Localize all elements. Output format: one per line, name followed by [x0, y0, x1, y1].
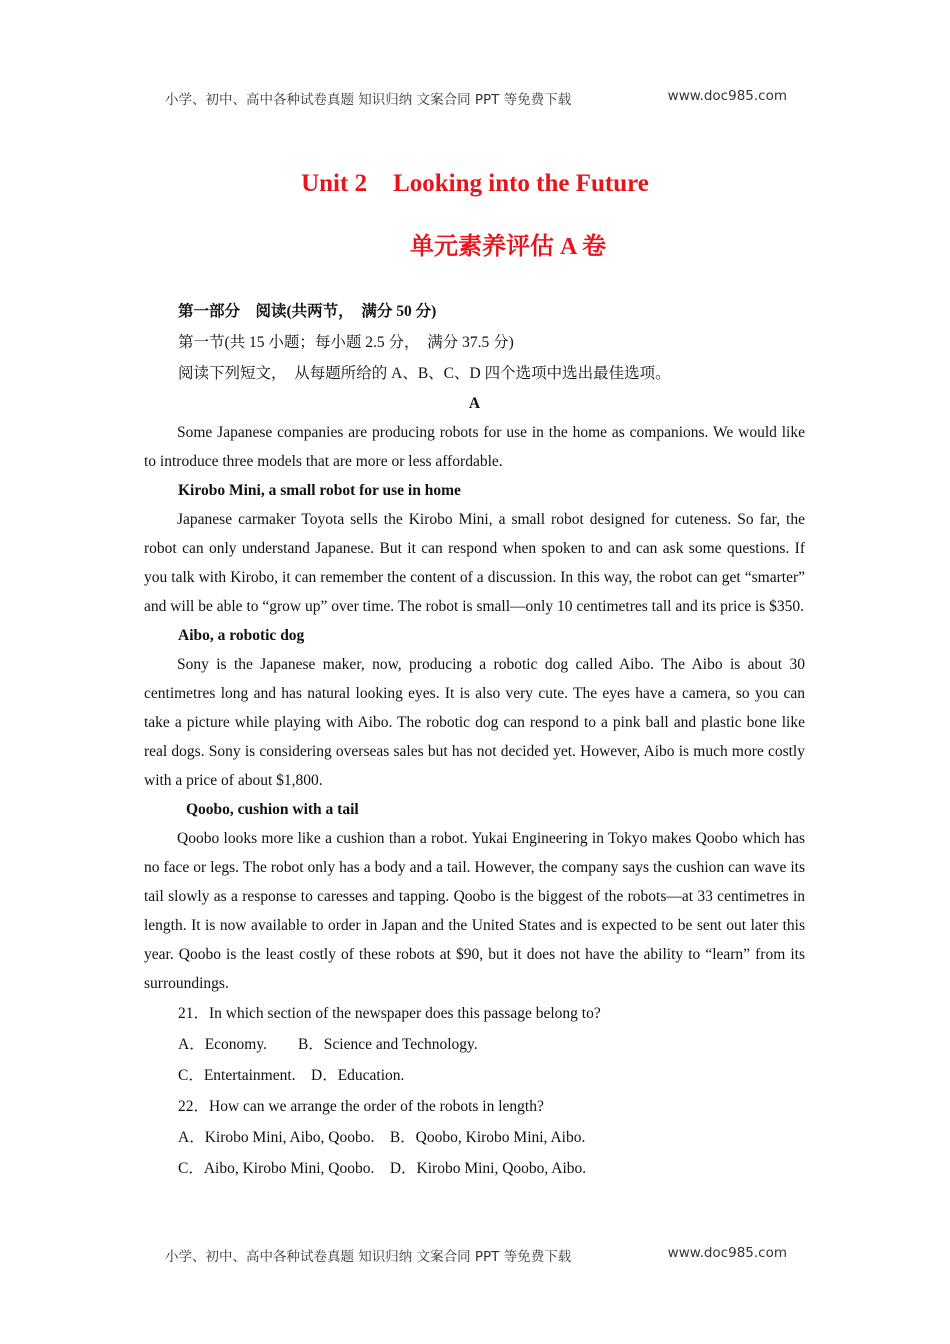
instruction: 阅读下列短文， 从每题所给的 A、B、C、D 四个选项中选出最佳选项。: [178, 365, 671, 382]
header-text: 小学、初中、高中各种试卷真题 知识归纳 文案合同 PPT 等免费下载: [165, 92, 572, 108]
unit-name: Looking into the Future: [393, 170, 649, 197]
question-options: C．Entertainment. D．Education.: [178, 1067, 405, 1084]
robot-paragraph: Sony is the Japanese maker, now, producing a robotic dog called Aibo. The Aibo is about 30 centimetres long and has natural looking eyes. It is also very cute. The eyes have a camera, so you can take a picture while playing with Aibo. The robotic dog can respond to a pink ball and plastic bone like real dogs. Sony is considering overseas sales but has not decided yet. However, Aibo is much more costly with a price of about $1,800.: [144, 656, 805, 789]
unit-number: Unit 2: [301, 170, 368, 197]
robot-heading: Qoobo, cushion with a tail: [186, 801, 359, 818]
section-heading: 第一节(共 15 小题；每小题 2.5 分， 满分 37.5 分): [178, 334, 514, 351]
header-site-link[interactable]: www.doc985.com: [667, 88, 787, 104]
robot-heading: Kirobo Mini, a small robot for use in home: [178, 482, 461, 499]
robot-heading: Aibo, a robotic dog: [178, 627, 305, 644]
passage-label: A: [468, 395, 481, 412]
footer-text: 小学、初中、高中各种试卷真题 知识归纳 文案合同 PPT 等免费下载: [165, 1249, 572, 1265]
footer-site-link[interactable]: www.doc985.com: [667, 1245, 787, 1261]
question-stem: 22．How can we arrange the order of the robots in length?: [178, 1098, 544, 1115]
unit-title: [0, 170, 950, 198]
passage-intro: Some Japanese companies are producing robots for use in the home as companions. We would like to introduce three models that are more or less affordable.: [144, 424, 805, 470]
part-heading: 第一部分 阅读(共两节， 满分 50 分): [178, 303, 437, 320]
question-21: [144, 998, 805, 1091]
question-options: C．Aibo, Kirobo Mini, Qoobo. D．Kirobo Mini, Qoobo, Aibo.: [178, 1160, 587, 1177]
question-22: [144, 1091, 805, 1184]
unit-subtitle: 单元素养评估 A 卷: [409, 234, 606, 260]
question-stem: 21．In which section of the newspaper does this passage belong to?: [178, 1005, 601, 1022]
document-body: [144, 296, 805, 1184]
page-header: [165, 88, 787, 108]
page-footer: [165, 1245, 787, 1265]
question-options: A．Kirobo Mini, Aibo, Qoobo. B．Qoobo, Kirobo Mini, Aibo.: [178, 1129, 586, 1146]
robot-paragraph: Qoobo looks more like a cushion than a robot. Yukai Engineering in Tokyo makes Qoobo which has no face or legs. The robot only has a body and a tail. However, the company says the cushion can wave its tail slowly as a response to caresses and tapping. Qoobo is the biggest of the robots—at 33 centimetres in length. It is now available to order in Japan and the United States and is expected to be sent out later this year. Qoobo is the least costly of these robots at $90, but it does not have the ability to “learn” from its surroundings.: [144, 830, 805, 992]
robot-paragraph: Japanese carmaker Toyota sells the Kirobo Mini, a small robot designed for cuteness. So far, the robot can only understand Japanese. But it can respond when spoken to and can ask some questions. If you talk with Kirobo, it can remember the content of a discussion. In this way, the robot can get “smarter” and will be able to “grow up” over time. The robot is small—only 10 centimetres tall and its price is $350.: [144, 511, 805, 615]
question-options: A．Economy. B．Science and Technology.: [178, 1036, 478, 1053]
